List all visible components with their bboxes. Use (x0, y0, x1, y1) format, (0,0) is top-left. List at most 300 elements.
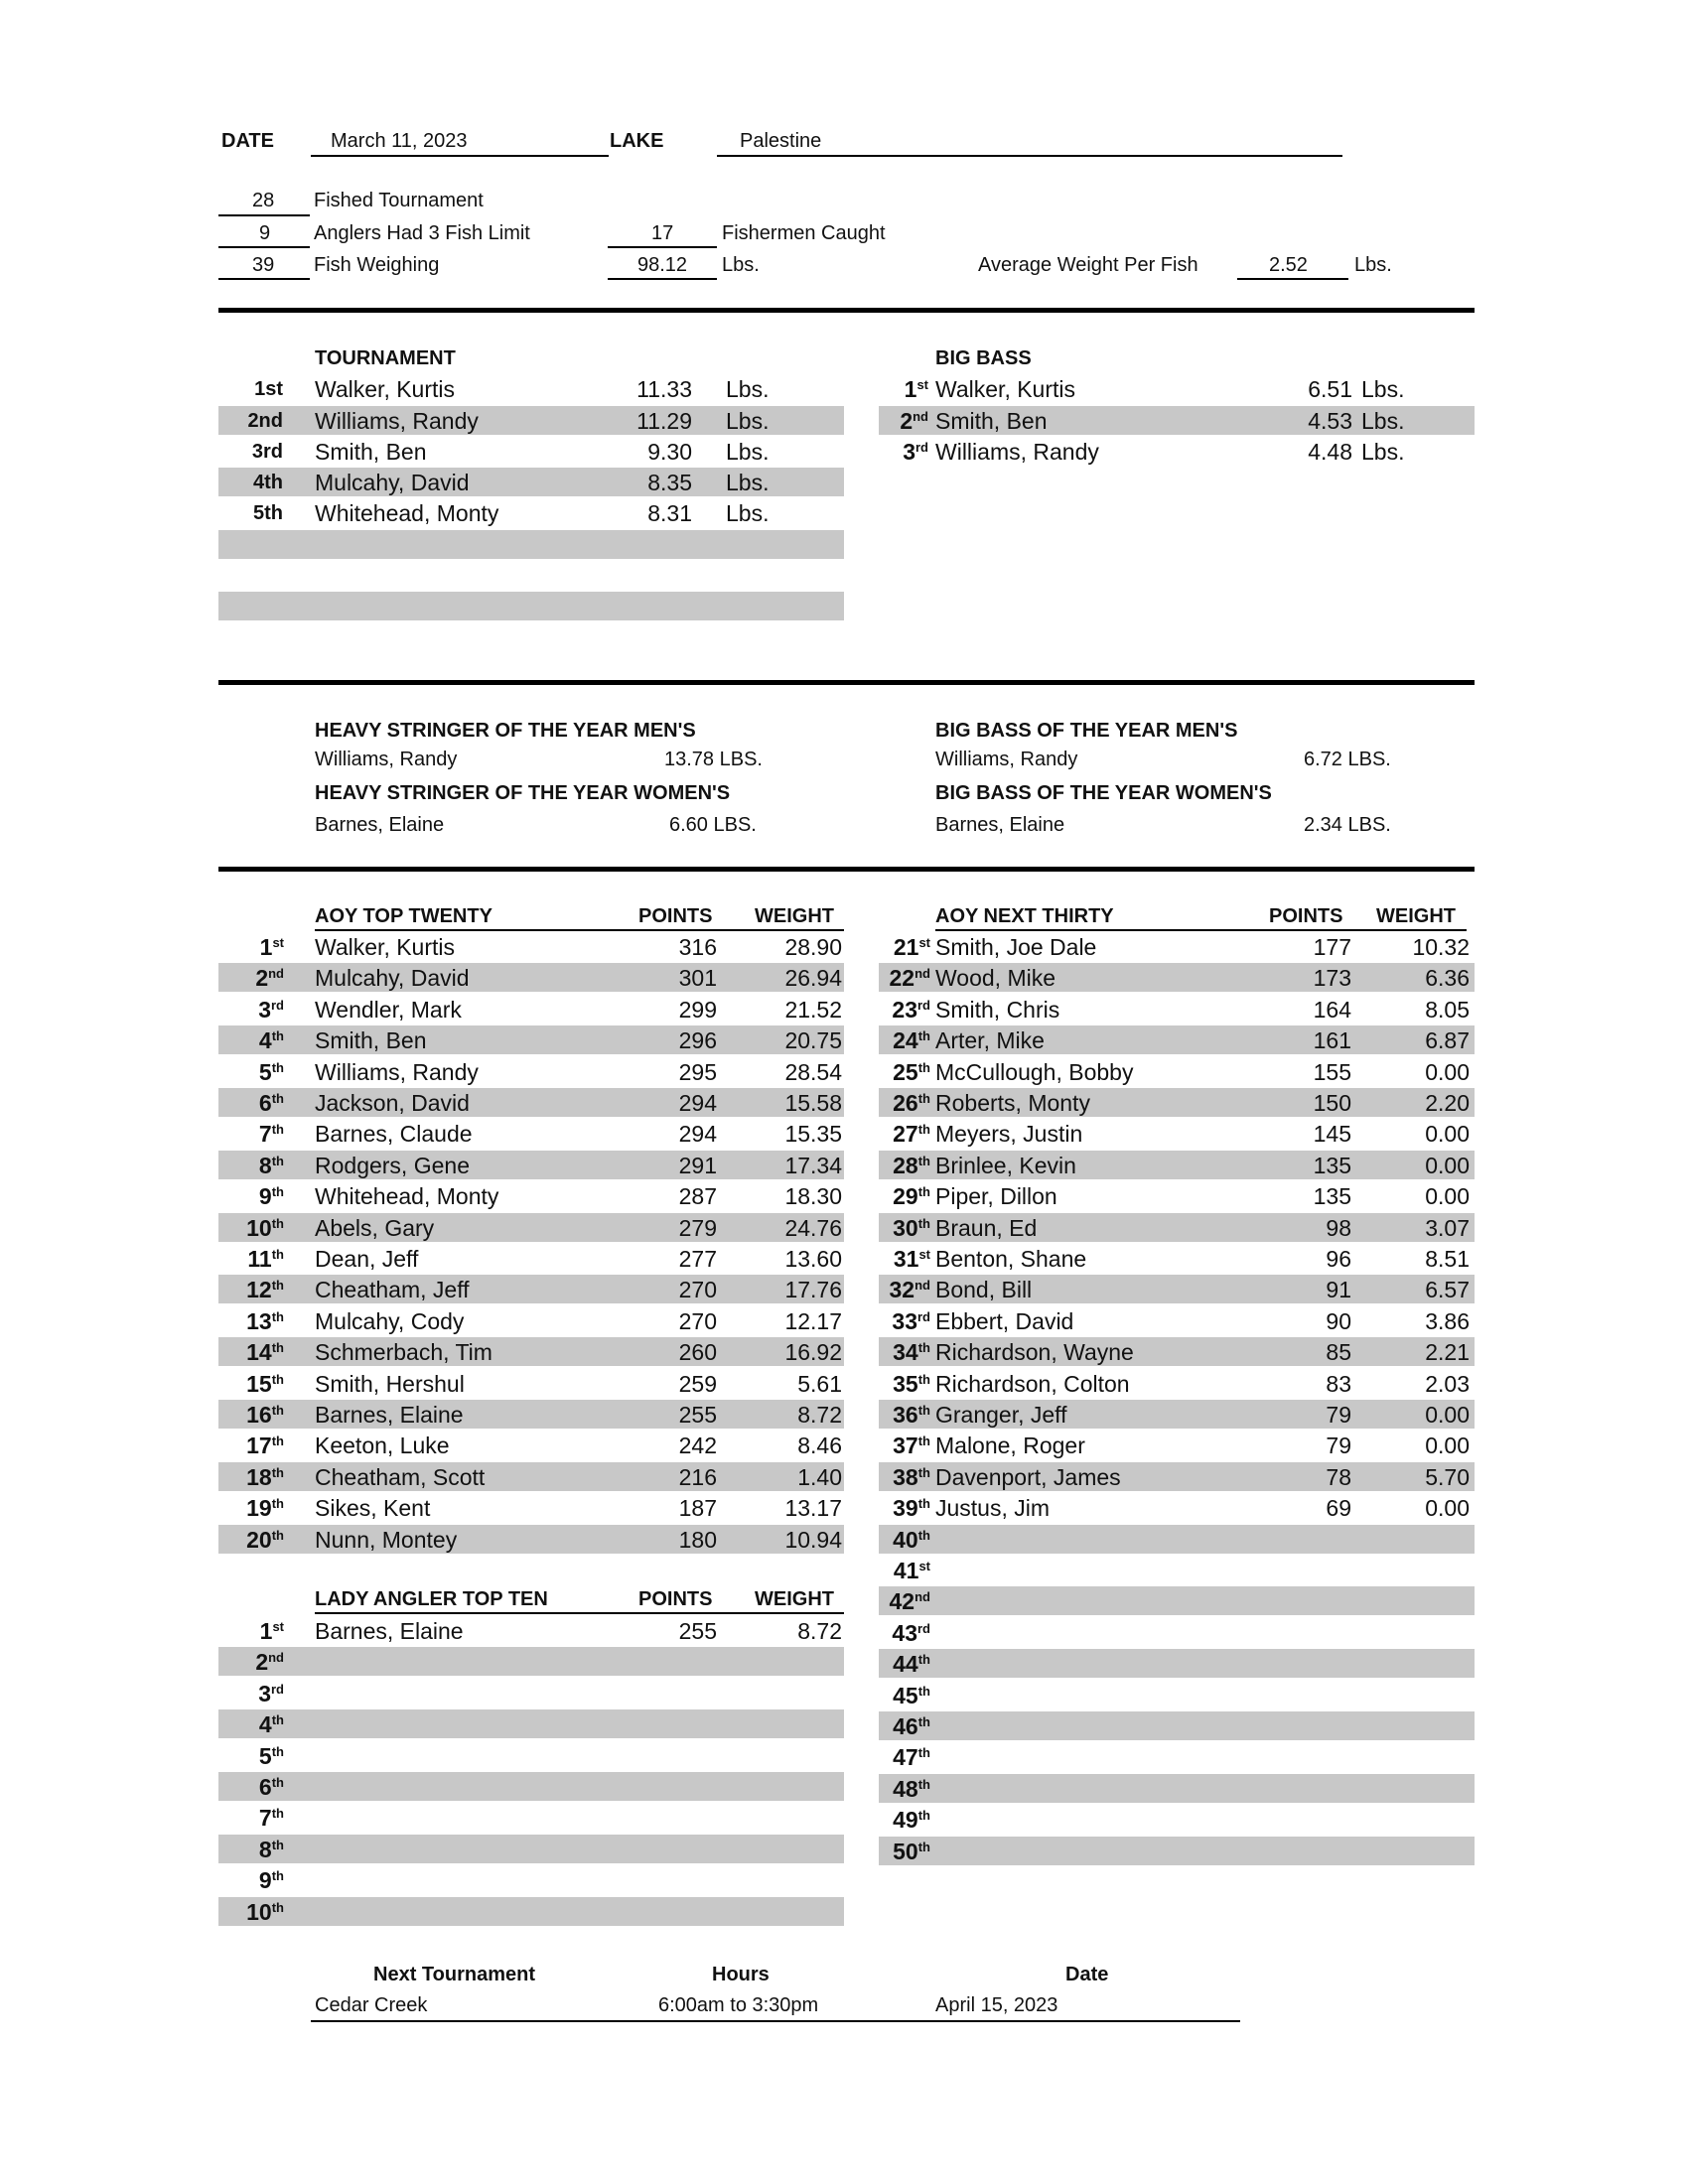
table-row (879, 1275, 1475, 1303)
fish-count: 39 (252, 254, 275, 276)
avg-label: Average Weight Per Fish (978, 254, 1198, 276)
table-row (879, 1025, 1475, 1054)
points-value: 135 (1313, 1183, 1351, 1210)
rank-label (218, 1214, 284, 1245)
rank-number: 31 (893, 1246, 919, 1272)
weight-value: 2.03 (1425, 1370, 1470, 1397)
weight-value: 0.00 (1425, 1152, 1470, 1178)
rank-suffix: rd (917, 997, 930, 1013)
weight-header: WEIGHT (1376, 905, 1456, 927)
table-row (218, 1181, 844, 1210)
angler-name: Smith, Chris (935, 996, 1060, 1023)
rank-number: 19 (246, 1495, 272, 1522)
angler-name: Walker, Kurtis (935, 376, 1076, 402)
points-value: 294 (678, 1090, 717, 1116)
rank-label (879, 1120, 930, 1151)
angler-name: Meyers, Justin (935, 1121, 1083, 1148)
angler-name: Schmerbach, Tim (315, 1339, 492, 1366)
points-value: 291 (678, 1152, 717, 1178)
rank-suffix: nd (913, 409, 928, 424)
rank-number: 20 (246, 1526, 272, 1553)
table-row (218, 1275, 844, 1303)
weight-value: 0.00 (1425, 1495, 1470, 1522)
rank-number: 11 (247, 1246, 272, 1272)
table-row (879, 1556, 1475, 1584)
rank-label (218, 1307, 284, 1338)
angler-name: Benton, Shane (935, 1246, 1087, 1272)
rank-number: 2 (255, 965, 269, 992)
rank-label (879, 1401, 930, 1432)
rank-number: 38 (893, 1463, 918, 1490)
rank-number: 5 (258, 1742, 272, 1769)
rank-suffix: th (917, 1028, 930, 1044)
points-value: 96 (1326, 1246, 1351, 1272)
weight-value: 2.20 (1425, 1090, 1470, 1116)
rank-label (879, 1245, 930, 1276)
table-row (218, 1306, 844, 1335)
angler-name: Sikes, Kent (315, 1495, 431, 1522)
rank-number: 7 (258, 1121, 272, 1148)
points-value: 155 (1313, 1058, 1351, 1085)
date-value: March 11, 2023 (331, 130, 468, 152)
rank-suffix: th (271, 1153, 284, 1168)
table-row (218, 1025, 844, 1054)
table-row (218, 1337, 844, 1366)
rank-label (879, 1152, 930, 1182)
weight-value: 8.72 (797, 1618, 842, 1644)
rank-label (218, 1866, 284, 1897)
rank-number: 43 (892, 1619, 917, 1646)
table-row (218, 995, 844, 1024)
rank-suffix: th (271, 1464, 284, 1480)
table-row (218, 1709, 844, 1738)
points-value: 255 (678, 1618, 717, 1644)
table-row (218, 1431, 844, 1459)
hs-women-name: Barnes, Elaine (315, 814, 445, 836)
rank-suffix: th (917, 1403, 930, 1418)
rank-suffix: th (917, 1371, 930, 1387)
bb-men-name: Williams, Randy (935, 749, 1078, 770)
points-header: POINTS (1269, 905, 1343, 927)
table-row (218, 1647, 844, 1676)
rank-suffix: th (271, 1340, 284, 1356)
weight-value: 17.34 (784, 1152, 842, 1178)
rank-label (218, 1401, 284, 1432)
rank-label (218, 1058, 284, 1089)
rank-number: 37 (893, 1433, 918, 1459)
table-row (879, 1681, 1475, 1709)
points-value: 216 (678, 1463, 717, 1490)
rank-number: 23 (892, 996, 917, 1023)
rank-label (879, 1806, 930, 1837)
rank-suffix: th (271, 1868, 284, 1884)
rank-label (218, 1152, 284, 1182)
angler-name: Justus, Jim (935, 1495, 1051, 1522)
table-row (879, 1462, 1475, 1491)
rank-label (879, 1370, 930, 1401)
table-row (879, 1431, 1475, 1459)
rank-suffix: th (271, 1028, 284, 1044)
rank-label: 2nd (247, 410, 283, 432)
lake-label: LAKE (610, 130, 664, 152)
rank-suffix: th (271, 1278, 284, 1294)
avg-value: 2.52 (1269, 254, 1308, 276)
rank-suffix: rd (917, 1308, 930, 1324)
table-row (879, 963, 1475, 992)
angler-name: Barnes, Elaine (315, 1618, 464, 1644)
rank-label (218, 1370, 284, 1401)
weight-value: 21.52 (784, 996, 842, 1023)
rank-suffix: st (916, 377, 928, 392)
rank-label (879, 1089, 930, 1120)
angler-name: Cheatham, Jeff (315, 1277, 470, 1303)
weight-value: 6.51 (1308, 376, 1352, 402)
weight-value: 6.57 (1425, 1277, 1470, 1303)
rank-suffix: th (917, 1433, 930, 1449)
rank-number: 10 (246, 1214, 272, 1241)
rank-label (218, 964, 284, 995)
rank-number: 12 (246, 1277, 272, 1303)
rank-label (218, 1494, 284, 1525)
rank-suffix: th (271, 1775, 284, 1790)
table-row (879, 1057, 1475, 1086)
rank-number: 15 (246, 1370, 272, 1397)
table-row (218, 1369, 844, 1398)
rank-number: 3 (258, 996, 271, 1023)
weight-value: 15.58 (784, 1090, 842, 1116)
angler-name: Walker, Kurtis (315, 376, 456, 402)
rank-label (879, 1058, 930, 1089)
rank-number: 33 (892, 1307, 917, 1334)
weight-value: 3.86 (1425, 1307, 1470, 1334)
rank-label (879, 1587, 930, 1618)
table-row (218, 1462, 844, 1491)
rank-label (218, 1026, 284, 1057)
weight-value: 8.51 (1425, 1246, 1470, 1272)
aoy-top-title: AOY TOP TWENTY (315, 905, 492, 927)
bb-women-weight: 2.34 LBS. (1304, 814, 1391, 836)
rank-number: 13 (246, 1307, 272, 1334)
rank-label (879, 438, 928, 469)
underline (608, 278, 717, 280)
points-value: 90 (1326, 1307, 1351, 1334)
points-value: 296 (678, 1027, 717, 1054)
table-row (218, 1835, 844, 1863)
rank-label (218, 1680, 284, 1710)
fished-count: 28 (252, 190, 275, 211)
points-value: 277 (678, 1246, 717, 1272)
aoy-next-title: AOY NEXT THIRTY (935, 905, 1114, 927)
rank-label (218, 1836, 284, 1866)
table-row (879, 1213, 1475, 1242)
underline (608, 246, 717, 248)
table-row (879, 1618, 1475, 1647)
rank-suffix: th (917, 1527, 930, 1543)
rank-label (879, 1276, 930, 1306)
rank-suffix: st (918, 935, 930, 950)
underline (1237, 278, 1348, 280)
table-row (879, 1306, 1475, 1335)
next-tournament-label: Next Tournament (373, 1964, 535, 1985)
rank-label (879, 996, 930, 1026)
table-row (879, 437, 1475, 466)
angler-name: Nunn, Montey (315, 1526, 458, 1553)
points-value: 173 (1313, 965, 1351, 992)
weight-value: 15.35 (784, 1121, 842, 1148)
table-row (218, 374, 844, 403)
angler-name: Dean, Jeff (315, 1246, 419, 1272)
weight-unit: Lbs. (1361, 376, 1405, 402)
rank-suffix: th (271, 1059, 284, 1075)
table-row (218, 1119, 844, 1148)
table-row (879, 932, 1475, 961)
points-value: 69 (1326, 1495, 1351, 1522)
rank-number: 49 (893, 1807, 918, 1834)
rank-suffix: nd (914, 1589, 930, 1605)
rank-label (218, 1648, 284, 1679)
angler-name: Wendler, Mark (315, 996, 462, 1023)
rank-label: 1st (254, 378, 283, 400)
rank-number: 6 (258, 1090, 272, 1116)
angler-name: Braun, Ed (935, 1214, 1038, 1241)
weight-value: 10.94 (784, 1526, 842, 1553)
rank-suffix: th (271, 1743, 284, 1759)
rank-suffix: th (271, 1308, 284, 1324)
table-row (218, 1493, 844, 1522)
rank-label (218, 1276, 284, 1306)
weight-value: 2.21 (1425, 1339, 1470, 1366)
lake-value: Palestine (740, 130, 822, 152)
angler-name: Ebbert, David (935, 1307, 1074, 1334)
rank-label (879, 1743, 930, 1774)
rank-number: 1 (259, 1618, 273, 1644)
rank-label (218, 1526, 284, 1557)
angler-name: Richardson, Wayne (935, 1339, 1134, 1366)
table-row (218, 498, 844, 527)
weight-value: 0.00 (1425, 1058, 1470, 1085)
rank-label (879, 1650, 930, 1681)
table-row (879, 1088, 1475, 1117)
rank-number: 16 (246, 1402, 272, 1428)
weight-value: 8.05 (1425, 996, 1470, 1023)
points-value: 164 (1313, 996, 1351, 1023)
table-row (218, 1525, 844, 1554)
points-header: POINTS (638, 1588, 713, 1610)
lady-title: LADY ANGLER TOP TEN (315, 1588, 548, 1610)
weight-value: 4.53 (1308, 408, 1352, 434)
next-hours-label: Hours (712, 1964, 770, 1985)
points-header: POINTS (638, 905, 713, 927)
rank-suffix: th (917, 1745, 930, 1761)
table-row (218, 1803, 844, 1832)
rank-suffix: st (272, 1619, 284, 1634)
points-value: 91 (1326, 1277, 1351, 1303)
limit-count: 9 (259, 222, 271, 244)
rank-label (218, 1120, 284, 1151)
rank-label (218, 1338, 284, 1369)
limit-label: Anglers Had 3 Fish Limit (314, 222, 530, 244)
points-value: 135 (1313, 1152, 1351, 1178)
angler-name: Mulcahy, David (315, 470, 470, 495)
rank-suffix: th (271, 1712, 284, 1728)
weight-value: 0.00 (1425, 1433, 1470, 1459)
angler-name: Wood, Mike (935, 965, 1056, 992)
rank-label (218, 1089, 284, 1120)
rank-number: 47 (893, 1744, 918, 1771)
angler-name: Barnes, Elaine (315, 1402, 464, 1428)
rank-number: 29 (893, 1183, 918, 1210)
table-row (218, 1057, 844, 1086)
rank-label (218, 1182, 284, 1213)
rank-label (879, 933, 930, 964)
avg-unit: Lbs. (1354, 254, 1392, 276)
points-value: 260 (678, 1339, 717, 1366)
points-value: 299 (678, 996, 717, 1023)
rank-number: 8 (258, 1836, 272, 1862)
section-divider (218, 308, 1475, 313)
rank-label (879, 407, 928, 438)
next-date-label: Date (1065, 1964, 1109, 1985)
rank-number: 7 (258, 1805, 272, 1832)
angler-name: Granger, Jeff (935, 1402, 1067, 1428)
rank-number: 17 (246, 1433, 272, 1459)
angler-name: Davenport, James (935, 1463, 1121, 1490)
rank-suffix: nd (914, 1278, 930, 1294)
weight-value: 0.00 (1425, 1402, 1470, 1428)
date-underline (311, 155, 609, 157)
next-underline (311, 2020, 1240, 2022)
rank-number: 40 (893, 1526, 918, 1553)
rank-label (218, 1804, 284, 1835)
fish-label: Fish Weighing (314, 254, 440, 276)
rank-suffix: th (271, 1433, 284, 1449)
angler-name: Roberts, Monty (935, 1090, 1090, 1116)
points-value: 187 (678, 1495, 717, 1522)
rank-number: 2 (900, 408, 914, 434)
hs-women-weight: 6.60 LBS. (669, 814, 757, 836)
tournament-title: TOURNAMENT (315, 347, 456, 369)
weight-value: 5.61 (797, 1370, 842, 1397)
aoy-next-header (935, 905, 1467, 931)
rank-label (218, 1742, 284, 1773)
rank-suffix: nd (268, 1650, 284, 1666)
angler-name: Williams, Randy (315, 408, 479, 434)
table-row (218, 963, 844, 992)
weight-value: 11.33 (636, 376, 692, 402)
table-row (218, 592, 844, 620)
table-row (879, 1742, 1475, 1771)
rank-number: 25 (893, 1058, 918, 1085)
table-row (879, 1244, 1475, 1273)
rank-suffix: th (917, 1652, 930, 1668)
weight-value: 8.35 (647, 470, 692, 495)
points-value: 85 (1326, 1339, 1351, 1366)
rank-suffix: rd (271, 997, 284, 1013)
table-row (218, 468, 844, 496)
rank-suffix: rd (271, 1681, 284, 1697)
weight-value: 10.32 (1412, 934, 1470, 960)
angler-name: Mulcahy, David (315, 965, 470, 992)
section-divider (218, 680, 1475, 685)
table-row (879, 1369, 1475, 1398)
rank-label (218, 933, 284, 964)
points-value: 255 (678, 1402, 717, 1428)
table-row (218, 1088, 844, 1117)
table-row (218, 437, 844, 466)
rank-number: 39 (893, 1495, 918, 1522)
table-row (218, 530, 844, 559)
weight-unit: Lbs. (726, 376, 770, 402)
rank-label (879, 1494, 930, 1525)
points-value: 294 (678, 1121, 717, 1148)
weight-value: 8.31 (647, 500, 692, 526)
rank-label (879, 375, 928, 406)
rank-suffix: th (271, 1837, 284, 1852)
rank-suffix: th (271, 1184, 284, 1200)
rank-number: 50 (893, 1838, 918, 1864)
rank-number: 4 (258, 1711, 272, 1738)
rank-number: 45 (893, 1682, 918, 1708)
rank-suffix: th (271, 1496, 284, 1512)
weight-header: WEIGHT (755, 905, 834, 927)
hs-women-title: HEAVY STRINGER OF THE YEAR WOMEN'S (315, 782, 731, 804)
weight-value: 13.17 (784, 1495, 842, 1522)
underline (218, 246, 310, 248)
points-value: 242 (678, 1433, 717, 1459)
weight-unit: Lbs. (726, 470, 770, 495)
table-row (879, 1181, 1475, 1210)
fished-label: Fished Tournament (314, 190, 484, 211)
rank-number: 8 (258, 1152, 272, 1178)
bb-women-name: Barnes, Elaine (935, 814, 1065, 836)
rank-number: 21 (893, 934, 919, 960)
rank-number: 2 (255, 1649, 269, 1676)
table-row (879, 1525, 1475, 1554)
weight-value: 6.87 (1425, 1027, 1470, 1054)
underline (218, 214, 310, 216)
points-value: 270 (678, 1307, 717, 1334)
rank-label (879, 964, 930, 995)
table-row (879, 1119, 1475, 1148)
table-row (218, 1679, 844, 1707)
rank-number: 10 (246, 1898, 272, 1925)
rank-label (879, 1307, 930, 1338)
table-row (879, 1711, 1475, 1740)
rank-suffix: th (271, 1806, 284, 1822)
table-row (879, 406, 1475, 435)
rank-suffix: rd (915, 440, 928, 455)
angler-name: Smith, Ben (315, 439, 427, 465)
table-row (879, 1649, 1475, 1678)
rank-label (879, 1712, 930, 1743)
table-row (879, 995, 1475, 1024)
table-row (879, 1837, 1475, 1865)
rank-suffix: nd (268, 966, 284, 982)
points-value: 295 (678, 1058, 717, 1085)
weight-value: 28.90 (784, 934, 842, 960)
table-row (218, 1865, 844, 1894)
rank-label (218, 1617, 284, 1648)
rank-label (218, 1463, 284, 1494)
rank-number: 28 (893, 1152, 918, 1178)
rank-label (879, 1682, 930, 1712)
points-value: 316 (678, 934, 717, 960)
table-row (218, 406, 844, 435)
weight-unit: Lbs. (726, 439, 770, 465)
rank-label (879, 1463, 930, 1494)
caught-count: 17 (651, 222, 674, 244)
weight-value: 28.54 (784, 1058, 842, 1085)
